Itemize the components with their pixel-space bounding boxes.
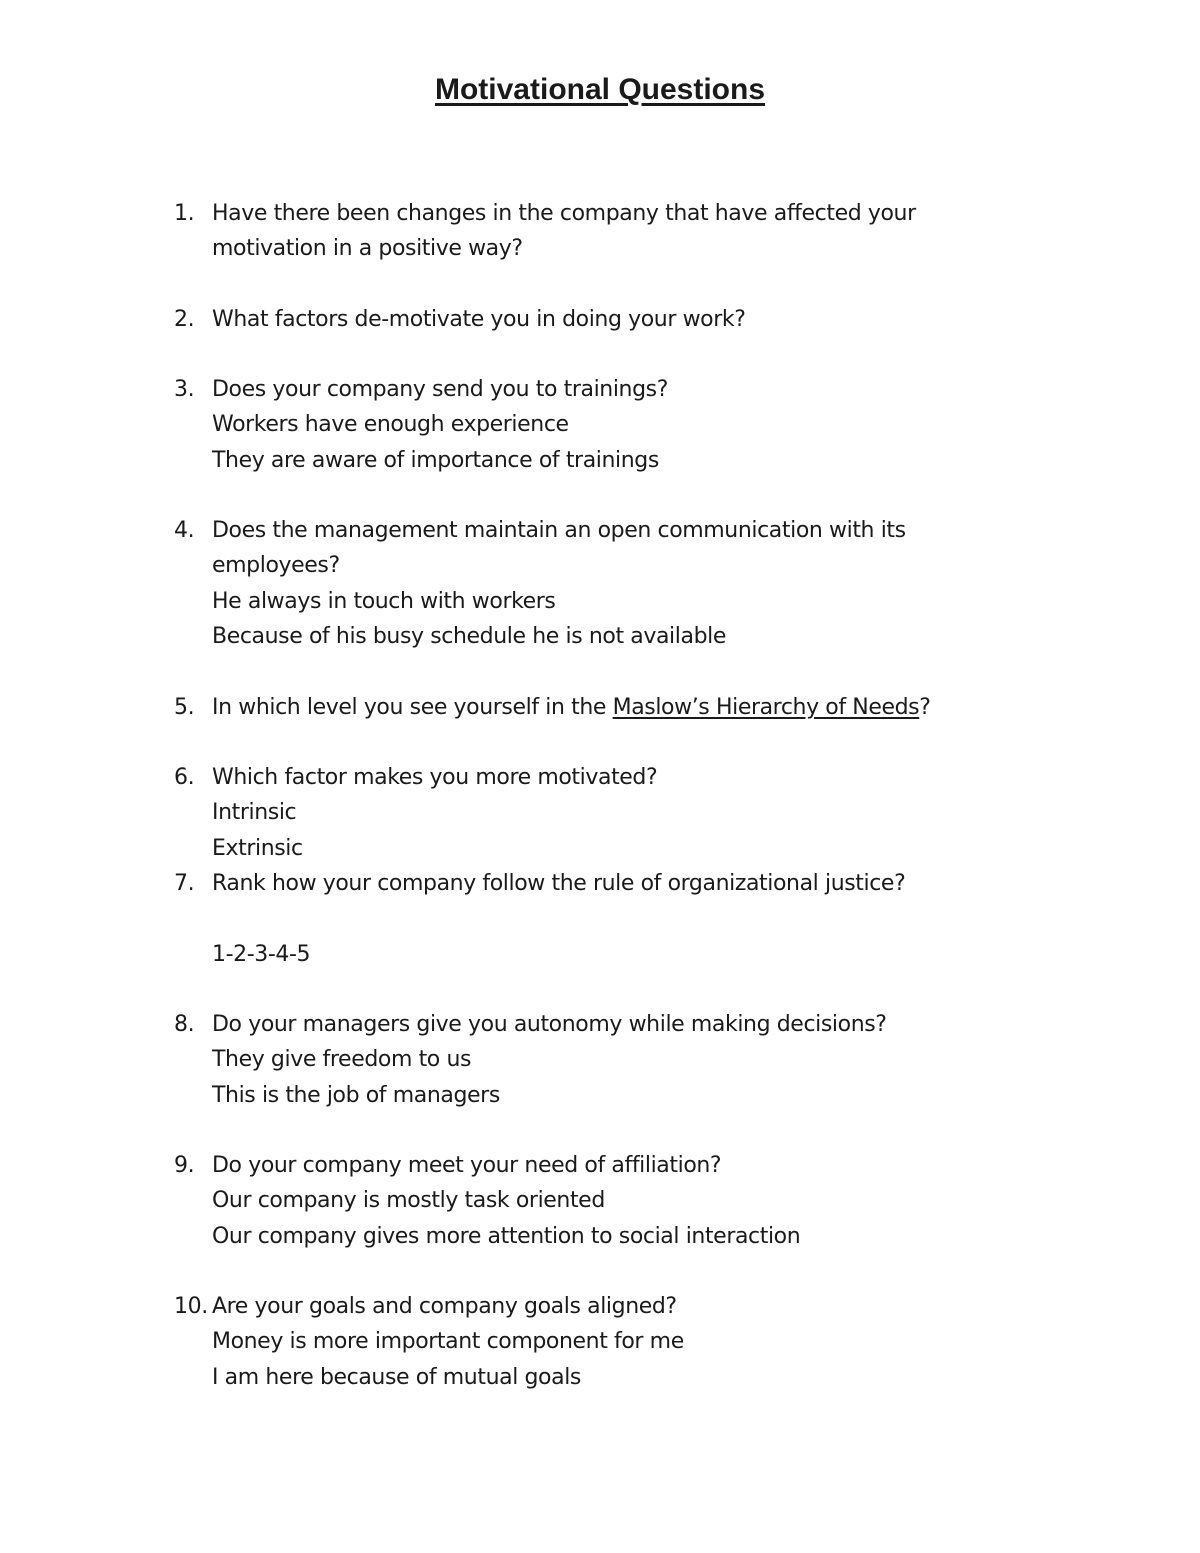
question-text: motivation in a positive way? (212, 236, 523, 262)
question-text: Do your company meet your need of affiliation? (212, 1153, 722, 1178)
rating-scale-values: 1-2-3-4-5 (212, 942, 311, 967)
question-4 (0, 513, 1200, 654)
question-2 (0, 302, 1200, 337)
answer-option: Our company is mostly task oriented (212, 1188, 605, 1214)
question-10 (0, 1289, 1200, 1395)
question-text: employees? (212, 553, 340, 579)
question-text (212, 690, 931, 725)
answer-option: Extrinsic (212, 835, 303, 861)
question-text: Does the management maintain an open communication with its (212, 518, 906, 543)
question-number: 3. (174, 377, 195, 402)
answer-option: Intrinsic (212, 800, 297, 826)
answer-option: Because of his busy schedule he is not available (212, 623, 726, 649)
page-title: Motivational Questions (434, 73, 766, 106)
question-6 (0, 760, 1200, 866)
question-number: 5. (174, 695, 195, 720)
question-text: Are your goals and company goals aligned? (212, 1294, 677, 1319)
question-number: 6. (174, 765, 195, 790)
question-9 (0, 1148, 1200, 1254)
question-3 (0, 372, 1200, 478)
question-number: 10. (174, 1294, 208, 1319)
answer-option: Our company gives more attention to social interaction (212, 1223, 801, 1249)
question-text: Which factor makes you more motivated? (212, 765, 658, 790)
question-text-end: ? (919, 695, 931, 720)
answer-option: Workers have enough experience (212, 412, 569, 438)
answer-option: He always in touch with workers (212, 588, 556, 614)
question-7 (0, 866, 1200, 901)
question-text: Rank how your company follow the rule of organizational justice? (212, 871, 906, 896)
answer-option: Money is more important component for me (212, 1329, 684, 1355)
question-8 (0, 1007, 1200, 1113)
question-1 (0, 196, 1200, 267)
question-text: Does your company send you to trainings? (212, 377, 669, 402)
question-5 (0, 690, 1200, 725)
question-number: 9. (174, 1153, 195, 1178)
question-text-start: In which level you see yourself in the (212, 695, 613, 720)
answer-option: They give freedom to us (212, 1047, 472, 1073)
question-number: 2. (174, 307, 195, 332)
answer-option: This is the job of managers (212, 1082, 500, 1108)
answer-option: They are aware of importance of trainings (212, 447, 659, 473)
question-number: 8. (174, 1012, 195, 1037)
question-number: 4. (174, 518, 195, 543)
question-text: What factors de-motivate you in doing your work? (212, 307, 746, 332)
question-text: Do your managers give you autonomy while making decisions? (212, 1012, 887, 1037)
answer-option: I am here because of mutual goals (212, 1364, 581, 1390)
maslow-hierarchy-link[interactable]: Maslow’s Hierarchy of Needs (612, 695, 920, 720)
question-text: Have there been changes in the company that have affected your (212, 201, 916, 226)
question-number: 1. (174, 201, 195, 226)
question-number: 7. (174, 871, 195, 896)
rating-scale (0, 937, 1200, 972)
